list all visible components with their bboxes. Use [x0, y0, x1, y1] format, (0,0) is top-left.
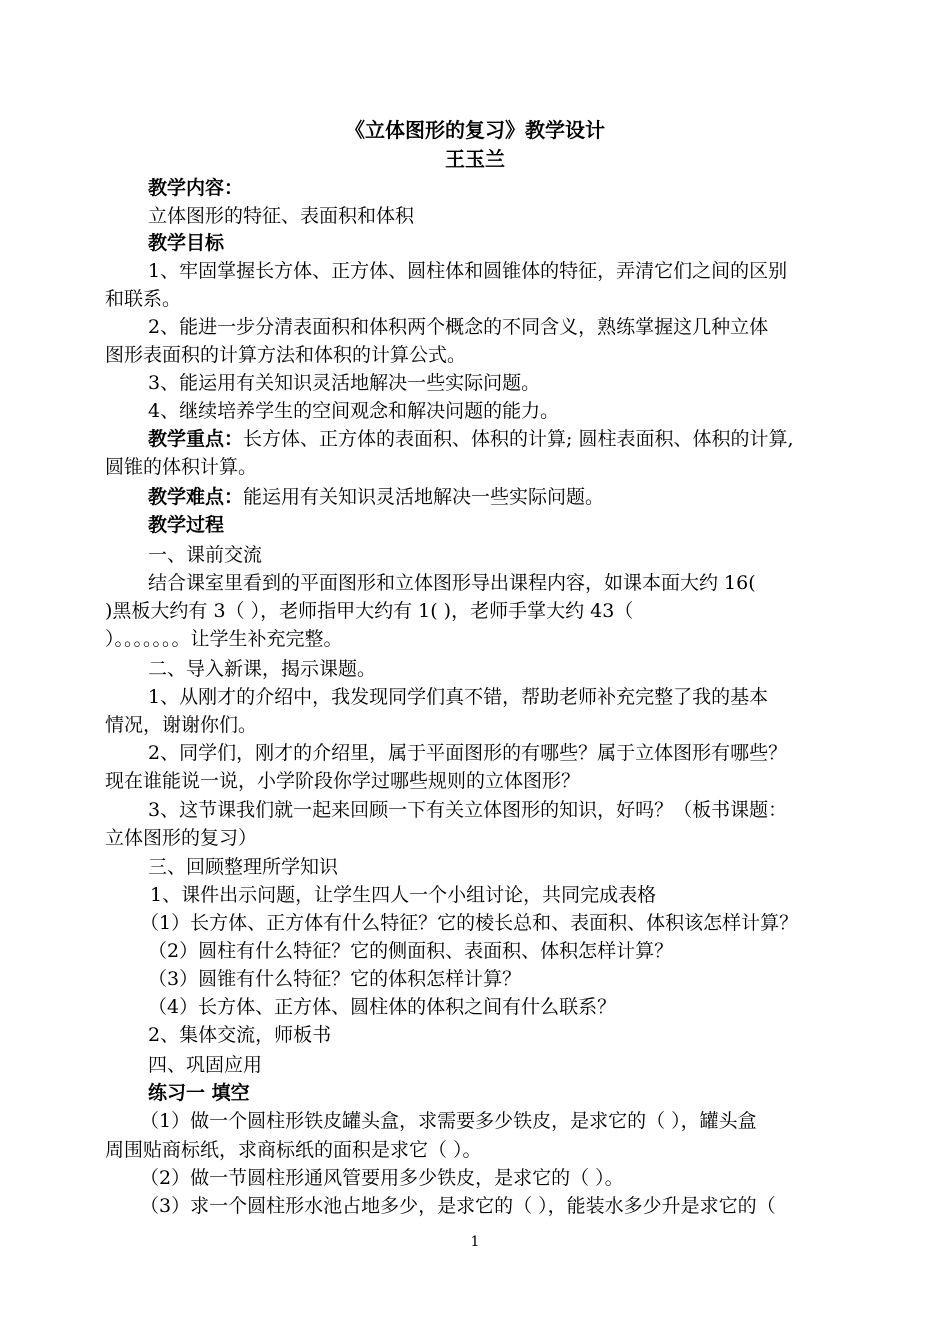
question-1: （1）长方体、正方体有什么特征？它的棱长总和、表面积、体积该怎样计算？ [140, 912, 799, 934]
document-title: 《立体图形的复习》教学设计 [345, 118, 605, 142]
step2-heading: 二、导入新课，揭示课题。 [148, 658, 377, 680]
goal3: 3、能运用有关知识灵活地解决一些实际问题。 [148, 372, 541, 394]
step2-p3-line2: 立体图形的复习） [105, 827, 258, 849]
step3-heading: 三、回顾整理所学知识 [148, 856, 339, 878]
step2-p2-line2: 现在谁能说一说，小学阶段你学过哪些规则的立体图形？ [105, 770, 581, 792]
step1-line3: ）。。。。。。。让学生补充完整。 [105, 628, 343, 650]
step1-line2: )黑板大约有 3（ ），老师指甲大约有 1( )，老师手掌大约 43（ [105, 600, 634, 622]
step1-heading: 一、课前交流 [148, 544, 263, 566]
step1-line1: 结合课室里看到的平面图形和立体图形导出课程内容，如课本面大约 16( [148, 572, 756, 594]
goal1-line2: 和联系。 [105, 288, 182, 310]
goal1-line1: 1、牢固掌握长方体、正方体、圆柱体和圆锥体的特征，弄清它们之间的区别 [148, 260, 788, 282]
heading-goals: 教学目标 [148, 232, 225, 254]
exercise3: （3）求一个圆柱形水池占地多少，是求它的（ ），能装水多少升是求它的（ [140, 1195, 776, 1217]
step2-p3-line1: 3、这节课我们就一起来回顾一下有关立体图形的知识，好吗？（板书课题： [148, 799, 788, 821]
content-text: 立体图形的特征、表面积和体积 [148, 205, 415, 227]
difficulty-line [148, 484, 604, 511]
goal2-line1: 2、能进一步分清表面积和体积两个概念的不同含义，熟练掌握这几种立体 [148, 316, 769, 338]
key-points-line1 [148, 426, 794, 453]
step2-p1-line2: 情况，谢谢你们。 [105, 714, 258, 736]
question-4: （4）长方体、正方体、圆柱体的体积之间有什么联系？ [148, 996, 617, 1018]
heading-content: 教学内容： [148, 177, 244, 199]
difficulty-text: 能运用有关知识灵活地解决一些实际问题。 [243, 486, 605, 508]
step2-p2-line1: 2、同学们，刚才的介绍里，属于平面图形的有哪些？属于立体图形有哪些？ [148, 742, 788, 764]
exercise-heading: 练习一 填空 [148, 1082, 250, 1104]
key-points-text: 长方体、正方体的表面积、体积的计算; 圆柱表面积、体积的计算, [243, 428, 794, 450]
step2-p1-line1: 1、从刚才的介绍中，我发现同学们真不错，帮助老师补充完整了我的基本 [148, 686, 769, 708]
exercise1-line1: （1）做一个圆柱形铁皮罐头盒，求需要多少铁皮，是求它的（ ），罐头盒 [140, 1110, 757, 1132]
goal2-line2: 图形表面积的计算方法和体积的计算公式。 [105, 344, 467, 366]
goal4: 4、继续培养学生的空间观念和解决问题的能力。 [148, 400, 560, 422]
question-2: （2）圆柱有什么特征？它的侧面积、表面积、体积怎样计算？ [148, 940, 674, 962]
exercise2: （2）做一节圆柱形通风管要用多少铁皮，是求它的（ ）。 [140, 1167, 624, 1189]
step4-heading: 四、巩固应用 [148, 1054, 263, 1076]
heading-process: 教学过程 [148, 514, 225, 536]
step3-p2: 2、集体交流，师板书 [148, 1024, 332, 1046]
key-points-line2: 圆锥的体积计算。 [105, 456, 258, 478]
exercise1-line2: 周围贴商标纸，求商标纸的面积是求它（ ）。 [105, 1139, 482, 1161]
step3-p1: 1、课件出示问题，让学生四人一个小组讨论，共同完成表格 [150, 884, 657, 906]
page-number: 1 [470, 1234, 480, 1250]
key-points-label: 教学重点： [148, 428, 244, 450]
difficulty-label: 教学难点： [148, 486, 244, 508]
document-author: 王玉兰 [445, 147, 505, 171]
question-3: （3）圆锥有什么特征？它的体积怎样计算？ [148, 968, 522, 990]
